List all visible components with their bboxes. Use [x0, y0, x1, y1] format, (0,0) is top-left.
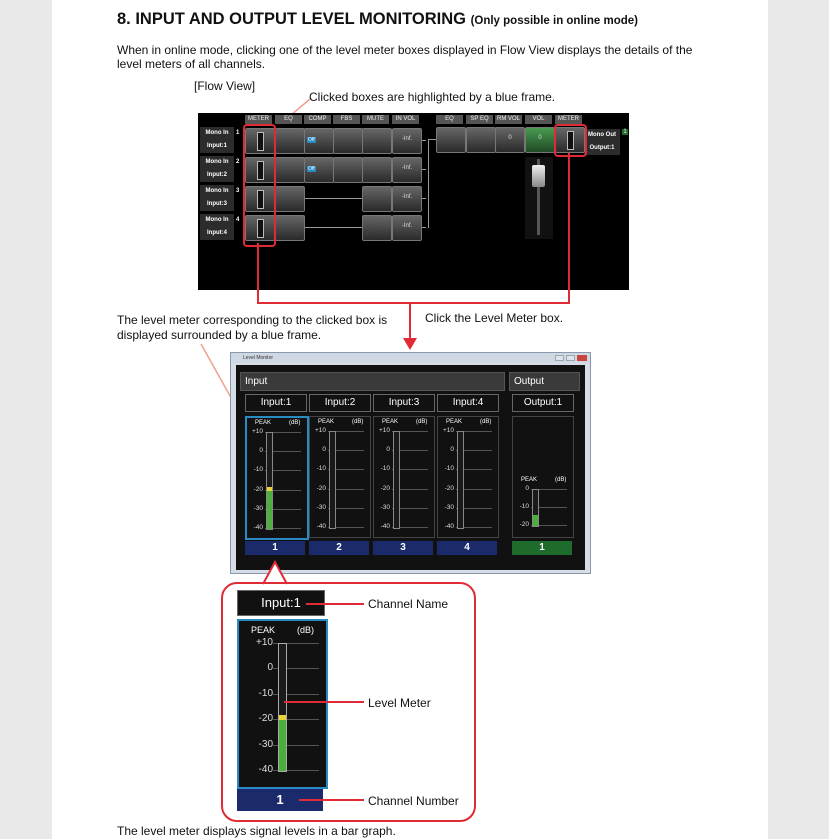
peak-label: PEAK	[446, 419, 463, 425]
meter-tick-label: -10	[253, 466, 263, 474]
meter-tick-label: +10	[314, 427, 326, 434]
input-channel-name[interactable]: Input:4	[437, 394, 499, 412]
input-channel-name[interactable]: Input:2	[309, 394, 371, 412]
detail-channel-name: Input:1	[237, 590, 325, 616]
meter-tick-label: 0	[450, 446, 454, 454]
in-vol-value: -Inf.	[401, 194, 413, 200]
meter-tick-label: 0	[525, 485, 529, 492]
label-leader-line	[306, 603, 364, 605]
output-channel-number: 1	[512, 541, 572, 555]
comp-state: Off	[308, 137, 315, 143]
in-vol-value: -Inf.	[401, 165, 413, 171]
close-icon[interactable]	[577, 355, 587, 361]
section-subtitle: (Only possible in online mode)	[470, 15, 638, 27]
in-vol-value: -Inf.	[401, 136, 413, 142]
input-channel-name[interactable]: Input:3	[373, 394, 435, 412]
flow-view-caption: [Flow View]	[194, 79, 256, 93]
arrow-down-icon	[403, 338, 417, 352]
unit-label: (dB)	[480, 419, 492, 425]
left-callout-text: The level meter corresponding to the clicked box is displayed surrounded by a blue frame.	[117, 313, 388, 342]
flow-block[interactable]	[275, 157, 305, 183]
input-channel-name[interactable]: Input:1	[245, 394, 307, 412]
flow-block[interactable]	[362, 128, 392, 154]
flow-column-header: RM VOL	[496, 116, 520, 122]
section-title: 8. INPUT AND OUTPUT LEVEL MONITORING	[117, 10, 466, 28]
unit-label: (dB)	[555, 477, 567, 483]
meter-fill-green	[533, 515, 538, 526]
meter-tick-label: +10	[378, 427, 390, 434]
flow-input-name: Mono In	[205, 217, 229, 223]
maximize-icon[interactable]	[566, 355, 575, 361]
rm-vol-value: 0	[508, 135, 512, 141]
meter-tick-label: -10	[519, 503, 529, 510]
meter-tick-label: -20	[253, 485, 263, 493]
flow-input-number: 1	[236, 130, 240, 136]
flow-block[interactable]	[362, 215, 392, 241]
meter-tick-label: -10	[316, 465, 326, 473]
flow-column-header: FBS	[333, 115, 360, 124]
channel-number-label: Channel Number	[368, 794, 459, 808]
flow-block[interactable]	[392, 157, 422, 183]
footer-text: The level meter displays signal levels in a bar graph.	[117, 824, 396, 838]
section-heading	[117, 10, 638, 29]
output-meter[interactable]	[512, 416, 574, 538]
fader-knob[interactable]	[532, 165, 545, 187]
flow-input-name: Mono In	[205, 159, 229, 165]
meter-tick-label: -40	[444, 523, 454, 530]
detail-unit-label: (dB)	[297, 625, 315, 635]
detail-tick-label: -40	[258, 764, 273, 775]
flow-bus-line	[428, 139, 429, 228]
flow-block[interactable]	[392, 128, 422, 154]
peak-label: PEAK	[382, 419, 399, 425]
connector-line	[257, 243, 259, 304]
meter-tick-label: -40	[253, 524, 263, 531]
flow-block[interactable]	[362, 186, 392, 212]
detail-tick-label: 0	[267, 662, 273, 674]
flow-input-channel[interactable]	[200, 127, 234, 153]
input-channel-number: 2	[309, 541, 369, 555]
output-channel-number: 1	[623, 129, 627, 135]
flow-block[interactable]	[466, 127, 496, 153]
meter-tick-label: +10	[442, 427, 454, 434]
flow-block[interactable]	[362, 157, 392, 183]
flow-input-sub: Input:2	[207, 172, 227, 178]
meter-tick-label: +10	[251, 428, 263, 435]
meter-tick-label: -30	[380, 503, 390, 511]
flow-column-header: METER	[555, 115, 582, 124]
output-channel-name: Mono Out	[588, 132, 616, 138]
input-channel-number: 3	[373, 541, 433, 555]
flow-column-header: VOL	[525, 115, 552, 124]
input-meter[interactable]	[309, 416, 371, 538]
input-meter[interactable]	[373, 416, 435, 538]
label-leader-line	[299, 799, 364, 801]
meter-bar	[393, 431, 400, 529]
output-channel-name[interactable]: Output:1	[512, 394, 574, 412]
meter-tick-label: -20	[316, 484, 326, 492]
flow-input-sub: Input:4	[207, 230, 227, 236]
meter-tick-label: -10	[380, 465, 390, 473]
input-meter[interactable]	[437, 416, 499, 538]
flow-block[interactable]	[525, 127, 555, 153]
input-meter-highlight	[243, 124, 276, 247]
flow-input-number: 2	[236, 159, 240, 165]
flow-column-header: EQ	[275, 115, 302, 124]
in-vol-value: -Inf.	[401, 223, 413, 229]
detail-fill-green	[279, 720, 286, 771]
meter-tick-label: -10	[444, 465, 454, 473]
detail-tick-label: -10	[258, 687, 273, 699]
detail-level-meter[interactable]	[237, 619, 328, 789]
comp-state: Off	[308, 166, 315, 172]
flow-block[interactable]	[495, 127, 525, 153]
flow-column-header: MUTE	[362, 115, 389, 124]
peak-label: PEAK	[255, 420, 272, 426]
right-callout-text: Click the Level Meter box.	[425, 311, 564, 325]
input-channel-number: 1	[245, 541, 305, 555]
window-title: Level Monitor	[243, 355, 274, 361]
channel-name-label: Channel Name	[368, 597, 449, 611]
flow-block[interactable]	[392, 215, 422, 241]
detail-channel-number: 1	[237, 789, 323, 811]
meter-tick-label: 0	[322, 446, 326, 454]
detail-tick-label: -20	[258, 713, 273, 725]
meter-bar	[532, 489, 539, 527]
detail-peak-label: PEAK	[251, 625, 276, 635]
flow-column-header: SP EQ	[466, 115, 493, 124]
connector-line	[568, 153, 570, 304]
connector-line	[257, 302, 570, 304]
meter-bar	[457, 431, 464, 529]
meter-bar	[329, 431, 336, 529]
flow-column-header: COMP	[304, 115, 331, 124]
level-meter-label: Level Meter	[368, 696, 431, 710]
meter-bar	[266, 432, 273, 530]
minimize-icon[interactable]	[555, 355, 564, 361]
window-title-bar	[231, 353, 590, 363]
unit-label: (dB)	[416, 419, 428, 425]
meter-tick-label: -20	[380, 484, 390, 492]
input-meter[interactable]	[245, 416, 309, 540]
meter-tick-label: 0	[386, 446, 390, 454]
level-monitor-window	[230, 352, 591, 574]
output-section-header: Output	[509, 372, 580, 391]
flow-input-name: Mono In	[205, 188, 229, 194]
meter-tick-label: -40	[316, 523, 326, 530]
meter-tick-label: -30	[444, 503, 454, 511]
flow-input-sub: Input:1	[207, 143, 227, 149]
peak-label: PEAK	[318, 419, 335, 425]
flow-block[interactable]	[304, 157, 334, 183]
detail-tick-label: +10	[256, 637, 273, 648]
intro-paragraph: When in online mode, clicking one of the level meter boxes displayed in Flow View displays the details of the level meters of all channels.	[117, 43, 693, 71]
meter-tick-label: -30	[316, 503, 326, 511]
flow-input-sub: Input:3	[207, 201, 227, 207]
vol-value: 0	[538, 135, 542, 141]
flow-block[interactable]	[392, 186, 422, 212]
flow-block[interactable]	[436, 127, 466, 153]
label-leader-line	[284, 701, 364, 703]
input-section-header: Input	[240, 372, 505, 391]
connector-line	[409, 302, 411, 342]
meter-fill-green	[267, 491, 272, 529]
flow-input-channel[interactable]	[200, 185, 234, 211]
flow-input-channel[interactable]	[200, 214, 234, 240]
flow-input-name: Mono In	[205, 130, 229, 136]
peak-label: PEAK	[521, 477, 538, 483]
output-meter-highlight	[554, 124, 587, 157]
detail-tick-label: -30	[258, 738, 273, 750]
flow-column-header: EQ	[436, 115, 463, 124]
input-channel-number: 4	[437, 541, 497, 555]
flow-input-number: 4	[236, 217, 240, 223]
flow-block[interactable]	[275, 215, 305, 241]
flow-block[interactable]	[275, 186, 305, 212]
meter-tick-label: -30	[253, 504, 263, 512]
flow-input-channel[interactable]	[200, 156, 234, 182]
output-channel-label[interactable]	[584, 129, 620, 155]
meter-tick-label: -40	[380, 523, 390, 530]
unit-label: (dB)	[289, 420, 301, 426]
flow-block[interactable]	[304, 128, 334, 154]
meter-tick-label: -20	[444, 484, 454, 492]
level-monitor-body	[236, 365, 585, 570]
output-channel-sub: Output:1	[589, 145, 615, 151]
meter-tick-label: -20	[519, 521, 529, 528]
flow-block[interactable]	[333, 128, 363, 154]
output-fader[interactable]	[525, 157, 553, 239]
flow-block[interactable]	[275, 128, 305, 154]
flow-input-number: 3	[236, 188, 240, 194]
unit-label: (dB)	[352, 419, 364, 425]
detail-meter-bar	[278, 643, 287, 772]
flow-column-header: METER	[245, 115, 272, 124]
flow-view-callout: Clicked boxes are highlighted by a blue frame.	[309, 90, 556, 104]
meter-tick-label: 0	[259, 447, 263, 455]
flow-block[interactable]	[333, 157, 363, 183]
flow-column-header: IN VOL	[392, 115, 419, 124]
